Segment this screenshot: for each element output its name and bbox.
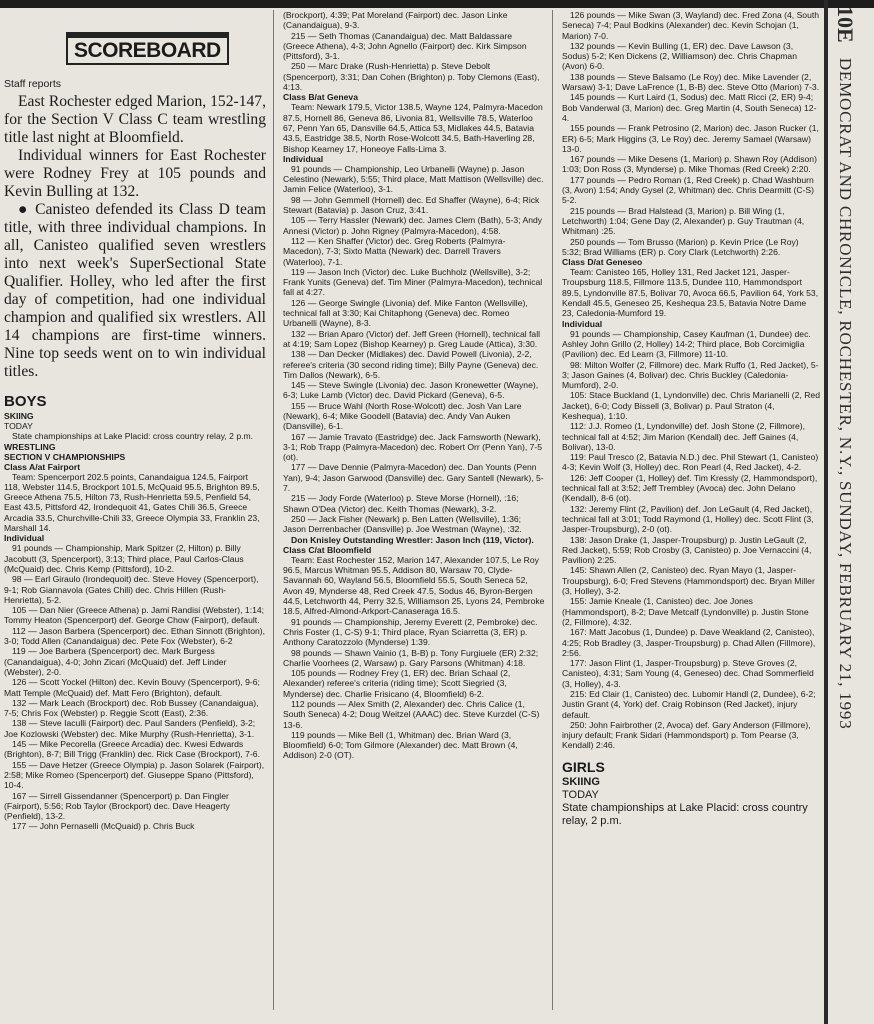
boys-heading: BOYS [4, 393, 47, 410]
result-entry: 98 — John Gemmell (Hornell) dec. Ed Shaffer (Wayne), 6-4; Rick Stewart (Batavia) p. Jason Cruz, 3:41. [283, 194, 540, 216]
result-entry: 215: Ed Clair (1, Canisteo) dec. Lubomir Handl (2, Dundee), 6-2; Justin Grant (4, York) def. Craig Robinson (Red Jacket), injury default. [562, 689, 816, 720]
lede [4, 93, 266, 381]
lede-paragraph: Individual winners for East Rochester were Rodney Frey at 105 pounds and Kevin Bulling at 132. [4, 147, 266, 200]
top-rule [0, 0, 874, 8]
result-entry: 119: Paul Tresco (2, Batavia N.D.) dec. Phil Stewart (1, Canisteo) 4-3; Kevin Wolf (3, Holley) dec. Ron Pearl (4, Red Jacket), 4-2. [562, 452, 819, 473]
result-entry: 138 — Dan Decker (Midlakes) dec. David Powell (Livonia), 2-2, referee's criteria (30 second riding time); Billy Payne (Geneva) dec. Tim Dallos (Newark), 6-5. [283, 349, 539, 380]
result-entry: 167 — Sirrell Gissendanner (Spencerport) p. Dan Fingler (Fairport), 5:56; Rob Taylor (Brockport) dec. Dave Heagerty (Penfield), 13-2. [4, 790, 230, 822]
result-entry: 91 pounds — Championship, Leo Urbanelli (Wayne) p. Jason Celestino (Newark), 5:55; Third place, Matt Mattison (Wellsville) dec. Jamin Felice (Waterloo), 3-1. [283, 163, 544, 195]
girls-today-label: TODAY [562, 788, 599, 801]
result-entry: 119 — Joe Barbera (Spencerport) dec. Mark Burgess (Canandaigua), 4-0; John Zicari (McQuaid) def. Jeff Linder (Webster), 2-0. [4, 646, 227, 677]
result-entry: 138 pounds — Steve Balsamo (Le Roy) dec. Mike Lavender (2, Warsaw) 3-1; Dave LaFrence (1, B-B) dec. Steve Otto (Marion) 7-3. [562, 71, 820, 93]
column-rule [273, 10, 274, 1010]
result-entry: 145 pounds — Kurt Laird (1, Sodus) dec. Matt Ricci (2, ER) 9-4; Bob Vanderwal (3, Marion) dec. Greg Martin (4, South Seneca) 12-4. [562, 92, 817, 123]
result-entry: 98: Milton Wolfer (2, Fillmore) dec. Mark Ruffo (1, Red Jacket), 5-3; Jason Gaines (4, Bolivar) dec. Chris Buckley (Caledonia-Mumford), 2-0. [562, 359, 819, 391]
result-entry: 119 pounds — Mike Bell (1, Whitman) dec. Brian Ward (3, Bloomfield) 6-0; Tom Gilmore (Alexander) dec. Matt Brown (4, Addison) 2-0 (OT). [283, 729, 518, 761]
result-entry: 167: Matt Jacobus (1, Dundee) p. Dave Weakland (2, Canisteo), 4:25; Rob Bradley (3, Jasper-Troupsburg) p. Chad Allen (Fillmore), 2:56. [562, 627, 816, 658]
class-c-heading: Class C/at Bloomfield [283, 544, 372, 555]
result-entry: 155 — Bruce Wahl (North Rose-Wolcott) dec. Josh Van Lare (Newark), 6-4; Mike Goodell (Batavia) dec. Andy Van Auken (Dansville), 6-1. [283, 400, 522, 432]
skiing-text: State championships at Lake Placid: cross country relay, 2 p.m. [12, 431, 254, 442]
result-entry: 167 pounds — Mike Desens (1, Marion) p. Shawn Roy (Addison) 1:03; Don Ross (3, Mynderse) p. Mike Thomas (Red Creek) 2:20. [562, 154, 817, 175]
page-number: 10E [833, 6, 858, 43]
result-entry: 250: John Fairbrother (2, Avoca) def. Gary Anderson (Fillmore), injury default; Frank Sidari (Hammondsport) p. Tom Pearse (3, Kendall) 2:46. [562, 719, 811, 751]
result-entry: (Brockport), 4:39; Pat Moreland (Fairport) dec. Jason Linke (Canandaigua), 9-3. [283, 10, 508, 31]
individual-heading: Individual [283, 153, 324, 164]
girls-skiing-text: State championships at Lake Placid: cross country relay, 2 p.m. [562, 801, 808, 827]
individual-heading: Individual [4, 533, 45, 544]
masthead-line: DEMOCRAT AND CHRONICLE, ROCHESTER, N.Y., SUNDAY, FEBRUARY 21, 1993 [836, 57, 855, 730]
result-entry: 126 — Scott Yockel (Hilton) dec. Kevin Bouvy (Spencerport), 9-6; Matt Temple (McQuaid) def. Matt Fero (Brighton), default. [4, 677, 260, 698]
result-entry: 105 pounds — Rodney Frey (1, ER) dec. Brian Schaal (2, Alexander) referee's criteria (riding time); Scott Siegried (3, Mynderse) dec. Charlie Frisicano (4, Bloomfield) 6-2. [283, 668, 511, 699]
class-d-heading: Class D/at Geneseo [562, 257, 643, 268]
result-entry: 98 — Earl Giraulo (Irondequoit) dec. Steve Hovey (Spencerport), 9-1; Rob Giannavola (Gates Chili) dec. Chris Hillen (Rush-Henrietta), 5-2. [4, 574, 259, 605]
today-label: TODAY [4, 421, 33, 431]
column-3 [562, 10, 820, 828]
result-entry: 177 pounds — Pedro Roman (1, Red Creek) p. Chad Washburn (3, Avon) 1:54; Andy Gysel (2, Whitman) dec. Chris Dearmitt (C-S) 5-2. [562, 174, 815, 206]
individual-heading: Individual [562, 318, 603, 329]
result-entry: 132 — Mark Leach (Brockport) dec. Rob Bussey (Canandaigua), 7-5; Chris Fox (Webster) p. Reggie Scott (East), 2:36. [4, 697, 259, 719]
result-entry: 112: J.J. Romeo (1, Lyndonville) def. Josh Stone (2, Fillmore), technical fall at 4:52; Jim Marion (Kendall) dec. Jeff Gaines (4, Bolivar), 13-0. [562, 421, 805, 452]
result-entry: 250 pounds — Tom Brusso (Marion) p. Kevin Price (Le Roy) 5:32; Brad Williams (ER) p. Cory Clark (Letchworth) 2:26. [562, 236, 799, 257]
class-a-heading: Class A/at Fairport [4, 461, 81, 472]
class-b-team: Team: Newark 179.5, Victor 138.5, Wayne 124, Palmyra-Macedon 87.5, Hornell 86, Geneva 86, Livonia 81, Wellsville 78.5, Waterloo 67, Penn Yan 65, Dansville 64.5, Attica 53, Midlakes 44.5, Batavia 43.5, Eastridge 38.5, North Rose-Wolcott 34.5, Bath-Haverling 28, Bishop Kearney 17, Honeoye Falls-Lima 3. [283, 102, 543, 154]
result-entry: 215 — Seth Thomas (Canandaigua) dec. Matt Baldassare (Greece Athena), 4-3; John Agnello (Fairport) dec. Kirk Simpson (Pittsford), 3-1. [283, 30, 527, 62]
result-entry: 91 pounds — Championship, Casey Kaufman (1, Dundee) dec. Ashley John Grillo (2, Holley) 14-2; Third place, Bob Corcimiglia (Pavilion) dec. Ed Learn (3, Fillmore) 11-10. [562, 328, 811, 360]
result-entry: 132 pounds — Kevin Bulling (1, ER) dec. Dave Lawson (3, Sodus) 5-2; Ken Dickens (2, Williamson) dec. Chris Chapman (Avon) 6-0. [562, 40, 797, 72]
lede-paragraph: East Rochester edged Marion, 152-147, for the Section V Class C team wrestling title last night at Bloomfield. [4, 93, 266, 146]
result-entry: 112 — Jason Barbera (Spencerport) dec. Ethan Sinnott (Brighton), 3-0; Todd Allen (Canandaigua) dec. Pete Fox (Webster), 6-2 [4, 625, 266, 647]
result-entry: 167 — Jamie Travato (Eastridge) dec. Jack Farnsworth (Newark), 3-1; Rob Trapp (Palmyra-Macedon) dec. Robert Orr (Penn Yan), 7-5 (ot). [283, 431, 543, 463]
column-1 [4, 10, 266, 832]
result-entry: 132 — Brian Aparo (Victor) def. Jeff Green (Hornell), technical fall at 4:19; Sam Lopez (Bishop Kearney) p. Greg Laude (Attica), 3:30. [283, 328, 541, 349]
lede-paragraph: ● Canisteo defended its Class D team title, with three individual champions. In all, Canisteo qualified seven wrestlers into next week's SuperSectional State Qualifier. Holley, who led after the first day of competition, had one individual champion and qualified six wrestlers. All 14 champions are first-time winners. Nine top seeds went on to win individual titles. [4, 201, 266, 380]
result-entry: 112 — Ken Shaffer (Victor) dec. Greg Roberts (Palmyra-Macedon), 7-3; Sixto Matta (Newark) dec. Darrell Travers (Waterloo), 7-1. [283, 235, 506, 267]
result-entry: 126 pounds — Mike Swan (3, Wayland) dec. Fred Zona (4, South Seneca) 7-4; Paul Bodkins (Alexander) dec. Kevin Schojan (1, Marion) 7-0. [562, 10, 820, 41]
result-entry: 177: Jason Flint (1, Jasper-Troupsburg) p. Steve Groves (2, Canisteo), 4:31; Sam Young (4, Geneseo) dec. Chad Sommerfield (3, Holley), 4-3. [562, 658, 814, 689]
masthead [830, 6, 870, 1016]
masthead-rule [824, 0, 828, 1024]
result-entry: 105 — Dan Nier (Greece Athena) p. Jami Randisi (Webster), 1:14; Tommy Heaton (Spencerport) def. George Chow (Fairport), default. [4, 605, 265, 626]
girls-heading: GIRLS [562, 758, 605, 775]
result-entry: 145 — Steve Swingle (Livonia) dec. Jason Kronewetter (Wayne), 6-3; Luke Lamb (Victor) dec. David Pickard (Geneva), 6-5. [283, 380, 539, 401]
result-entry: 98 pounds — Shawn Vainio (1, B-B) p. Tony Furgiuele (ER) 2:32; Charlie Voorhees (2, Warsaw) p. Gary Parsons (Whitman) 4:18. [283, 647, 539, 668]
result-entry: 91 pounds — Championship, Mark Spitzer (2, Hilton) p. Billy Jacobutt (3, Spencerport), 3:13; Third place, Paul Carlos-Claus (McQuaid) dec. Chris Kemp (Pittsford), 10-2. [4, 543, 244, 574]
result-entry: 105: Stace Buckland (1, Lyndonville) dec. Chris Marianelli (2, Red Jacket), 6-0; Cody Bissell (3, Bolivar) p. Paul Straton (4, Keshequa), 1:10. [562, 390, 820, 421]
column-2 [283, 10, 545, 761]
result-entry: 250 — Jack Fisher (Newark) p. Ben Latten (Wellsville), 1:36; Jason Derrenbacher (Dansville) p. Joe Westman (Wayne), :32. [283, 513, 522, 535]
section-v-heading: SECTION V CHAMPIONSHIPS [4, 451, 126, 462]
result-entry: 155 — Dave Hetzer (Greece Olympia) p. Jason Solarek (Fairport), 2:58; Mike Romeo (Spencerport) def. Giuseppe Spano (Pittsford), 10-4. [4, 759, 265, 791]
result-entry: 145: Shawn Allen (2, Canisteo) dec. Ryan Mayo (1, Jasper-Troupsburg), 6-0; Fred Stevens (Hammondsport) dec. Bryan Miller (3, Holley), 3-2. [562, 565, 815, 597]
result-entry: 250 — Marc Drake (Rush-Henrietta) p. Steve Debolt (Spencerport), 3:31; Dan Cohen (Brighton) p. Toby Clemons (East), 4:13. [283, 61, 540, 93]
result-entry: 215 — Jody Forde (Waterloo) p. Steve Morse (Hornell), :16; Shawn O'Dea (Victor) dec. Keith Thomas (Newark), 3-2. [283, 493, 519, 514]
wrestling-heading: WRESTLING [4, 441, 56, 452]
section-title: SCOREBOARD [66, 32, 229, 65]
result-entry: 138 — Steve Iaculli (Fairport) dec. Paul Sanders (Penfield), 3-2; Joe Kozlowski (Webster) dec. Mike Murphy (Rush-Henrietta), 3-1. [4, 718, 256, 739]
result-entry: 177 — John Pernaselli (McQuaid) p. Chris Buck [12, 821, 195, 832]
result-entry: 126: Jeff Cooper (1, Holley) def. Tim Kressly (2, Hammondsport), technical fall at 3:52; Jeff Trembley (Avoca) dec. John Delano (Kendall), 8-6 (ot). [562, 472, 818, 504]
result-entry: 132: Jeremy Flint (2, Pavilion) def. Jon LeGault (4, Red Jacket), technical fall at 3:01; Todd Raymond (1, Holley) dec. Scott Flint (3, Jasper-Troupsburg), 2-0 (ot). [562, 503, 814, 535]
byline: Staff reports [4, 78, 62, 90]
result-entry: 138: Jason Drake (1, Jasper-Troupsburg) p. Justin LeGault (2, Red Jacket), 5:59; Rob Crosby (3, Canisteo) p. Joe Vernaccini (4, Pavilion) 2:25. [562, 534, 812, 566]
result-entry: 155: Jamie Kneale (1, Canisteo) dec. Joe Jones (Hammondsport), 8-2; Dave Metcalf (Lyndonville) p. Justin Stone (2, Fillmore), 4:32. [562, 596, 809, 627]
result-entry: 215 pounds — Brad Halstead (3, Marion) p. Bill Wing (1, Letchworth) 1:04; Gene Day (2, Alexander) p. Guy Trautman (4, Whitman) :25. [562, 205, 805, 237]
result-entry: 126 — George Swingle (Livonia) def. Mike Fanton (Wellsville), technical fall at 3:30; Kai Chitaphong (Geneva) dec. Romeo Urbanelli (Wayne), 8-3. [283, 297, 528, 329]
outstanding-wrestler: Don Knisley Outstanding Wrestler: Jason Inch (119, Victor). [291, 534, 534, 545]
result-entry: 112 pounds — Alex Smith (2, Alexander) dec. Chris Calice (1, South Seneca) 4-2; Doug Weitzel (AAAC) dec. Steve Kurzdel (C-S) 13-6. [283, 699, 540, 730]
class-a-team: Team: Spencerport 202.5 points, Canandaigua 124.5, Fairport 118, Webster 114.5, Brockport 101.5, McQuaid 95.5, Brighton 89.5, Greece Athena 75.5, Hilton 73, Rush-Henrietta 59.5, Penfield 54, East 43.5, Pittsford 42, Irondequoit 41, Gates Chili 36.5, Greece Arcadia 33.5, Churchville-Chili 33, Greece Olympia 33, Franklin 23, Marshall 14. [4, 471, 260, 534]
result-entry: 105 — Terry Hassler (Newark) dec. James Clem (Bath), 5-3; Andy Annesi (Victor) p. John Rigney (Palmyra-Macedon), 4:58. [283, 215, 543, 236]
class-d-team: Team: Canisteo 165, Holley 131, Red Jacket 121, Jasper-Troupsburg 118.5, Fillmore 113.5, Dundee 110, Hammondsport 89.5, Lyndonville 87.5, Bolivar 70, Avoca 66.5, Pavilion 64, York 53, Kendall 45.5, Geneseo 25, Keshequa 23.5, Batavia Notre Dame 23, Caledonia-Mumford 19. [562, 267, 819, 319]
class-b-heading: Class B/at Geneva [283, 92, 358, 103]
result-entry: 119 — Jason Inch (Victor) dec. Luke Buchholz (Wellsville), 3-2; Frank Yunits (Geneva) def. Tim Miner (Palmyra-Macedon), technical fall at 4:27. [283, 266, 543, 298]
result-entry: 155 pounds — Frank Petrosino (2, Marion) dec. Jason Rucker (1, ER) 6-5; Mark Higgins (3, Le Roy) dec. Jeremy Samael (Warsaw) 13-0. [562, 123, 819, 154]
skiing-heading: SKIING [4, 411, 34, 421]
result-entry: 145 — Mike Pecorella (Greece Arcadia) dec. Kwesi Edwards (Brighton), 8-7; Bill Trigg (Franklin) dec. Rick Case (Brockport), 7-6. [4, 739, 260, 760]
class-a-results [4, 543, 266, 831]
column-rule [552, 10, 553, 1010]
result-entry: 177 — Dave Dennie (Palmyra-Macedon) dec. Dan Younts (Penn Yan), 9-4; Jason Garwood (Dansville) dec. Gary Santell (Newark), 5-7. [283, 462, 544, 494]
result-entry: 91 pounds — Championship, Jeremy Everett (2, Pembroke) dec. Chris Foster (1, C-S) 9-1; Third place, Ryan Sciarretta (3, ER) p. Anthony Caratozzolo (Mynderse) 1:39. [283, 616, 538, 648]
class-c-team: Team: East Rochester 152, Marion 147, Alexander 107.5, Le Roy 96.5, Marcus Whitman 95.5, Addison 80, Warsaw 70, Clyde-Savannah 60, Wayland 56.5, Bloomfield 55.5, South Seneca 52, Avon 49, Mynderse 48, Red Creek 47.5, Sodus 46, Byron-Bergen 44.5, Letchworth 44, Perry 32.5, Williamson 25, Lyons 24, Pembroke 18.5, Alfred-Almond-Arkport-Canaseraga 16.5. [283, 554, 545, 617]
girls-skiing-heading: SKIING [562, 775, 600, 788]
